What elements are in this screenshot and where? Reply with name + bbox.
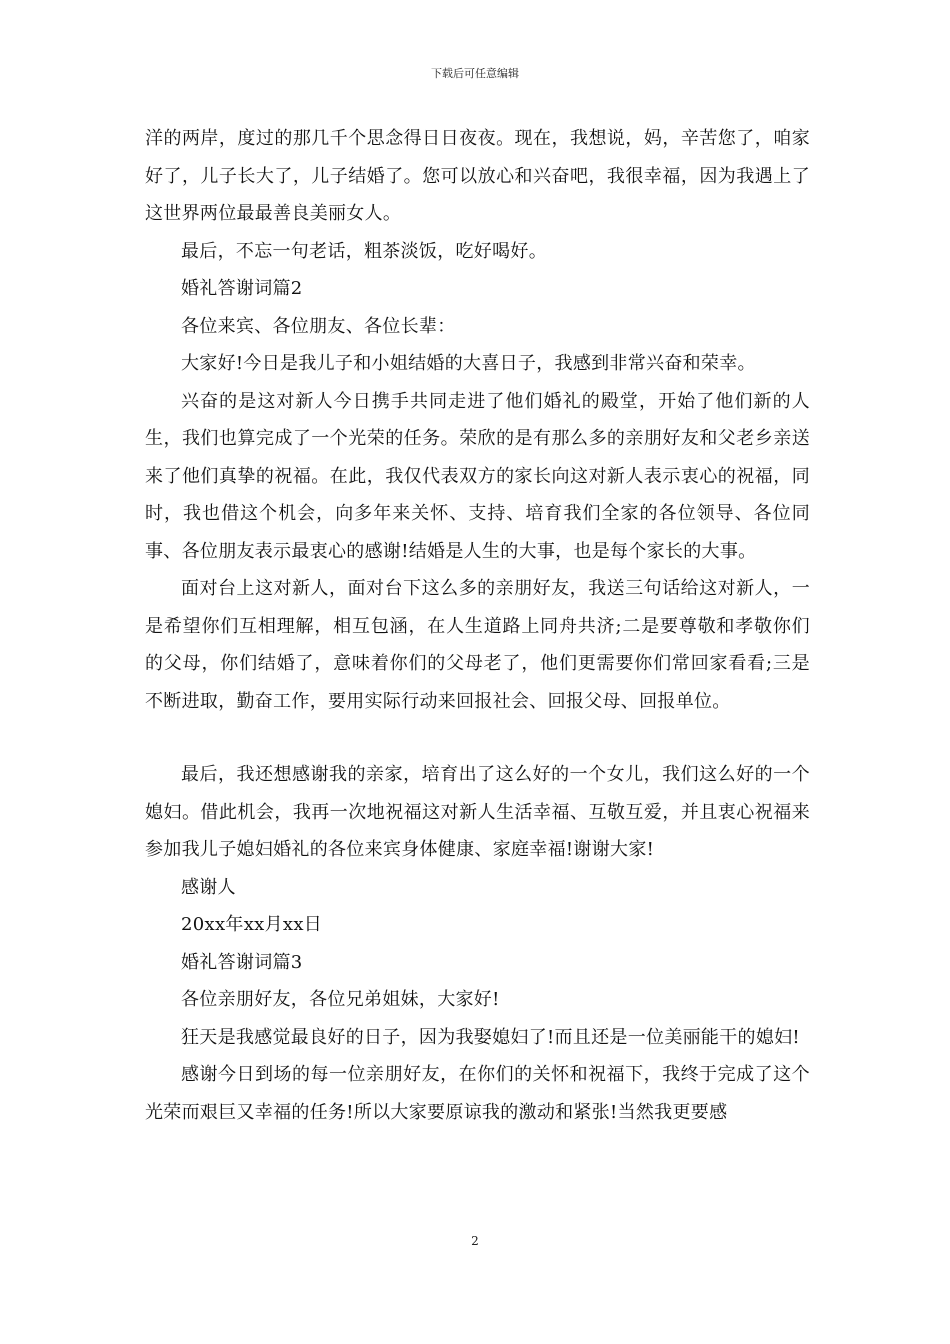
paragraph: 最后，我还想感谢我的亲家，培育出了这么好的一个女儿，我们这么好的一个媳妇。借此机会，我再一次地祝福这对新人生活幸福、互敬互爱，并且衷心祝福来参加我儿子媳妇婚礼的各位来宾身体健康、家庭幸福!谢谢大家! [145, 764, 810, 860]
paragraph: 大家好!今日是我儿子和小姐结婚的大喜日子，我感到非常兴奋和荣幸。 [181, 353, 756, 374]
paragraph: 兴奋的是这对新人今日携手共同走进了他们婚礼的殿堂，开始了他们新的人生，我们也算完成了一个光荣的任务。荣欣的是有那么多的亲朋好友和父老乡亲送来了他们真挚的祝福。在此，我仅代表双方的家长向这对新人表示衷心的祝福，同时，我也借这个机会，向多年来关怀、支持、培育我们全家的各位领导、各位同事、各位朋友表示最衷心的感谢!结婚是人生的大事，也是每个家长的大事。 [145, 390, 810, 562]
salutation: 各位来宾、各位朋友、各位长辈： [181, 315, 456, 337]
paragraph: 感谢今日到场的每一位亲朋好友，在你们的关怀和祝福下，我终于完成了这个光荣而艰巨又幸福的任务!所以大家要原谅我的激动和紧张!当然我更要感 [145, 1064, 810, 1123]
page-header: 下载后可任意编辑 [431, 67, 519, 80]
paragraph: 面对台上这对新人，面对台下这么多的亲朋好友，我送三句话给这对新人，一是希望你们互相理解，相互包涵，在人生道路上同舟共济;二是要尊敬和孝敬你们的父母，你们结婚了，意味着你们的父母老了，他们更需要你们常回家看看;三是不断进取，勤奋工作，要用实际行动来回报社会、回报父母、回报单位。 [145, 578, 810, 712]
signature-label: 感谢人 [181, 876, 236, 898]
paragraph-continuation: 洋的两岸，度过的那几千个思念得日日夜夜。现在，我想说，妈，辛苦您了，咱家好了，儿子长大了，儿子结婚了。您可以放心和兴奋吧，我很幸福，因为我遇上了这世界两位最最善良美丽女人。 [145, 128, 810, 224]
section-heading: 婚礼答谢词篇2 [181, 278, 303, 299]
page-number: 2 [471, 1234, 479, 1248]
document-body [145, 120, 810, 1131]
date-line: 20xx年xx月xx日 [181, 914, 323, 935]
paragraph: 最后，不忘一句老话，粗茶淡饭，吃好喝好。 [181, 240, 547, 262]
paragraph: 狂天是我感觉最良好的日子，因为我娶媳妇了!而且还是一位美丽能干的媳妇! [181, 1026, 800, 1048]
section-heading: 婚礼答谢词篇3 [181, 951, 303, 973]
salutation: 各位亲朋好友，各位兄弟姐妹，大家好! [181, 989, 500, 1010]
